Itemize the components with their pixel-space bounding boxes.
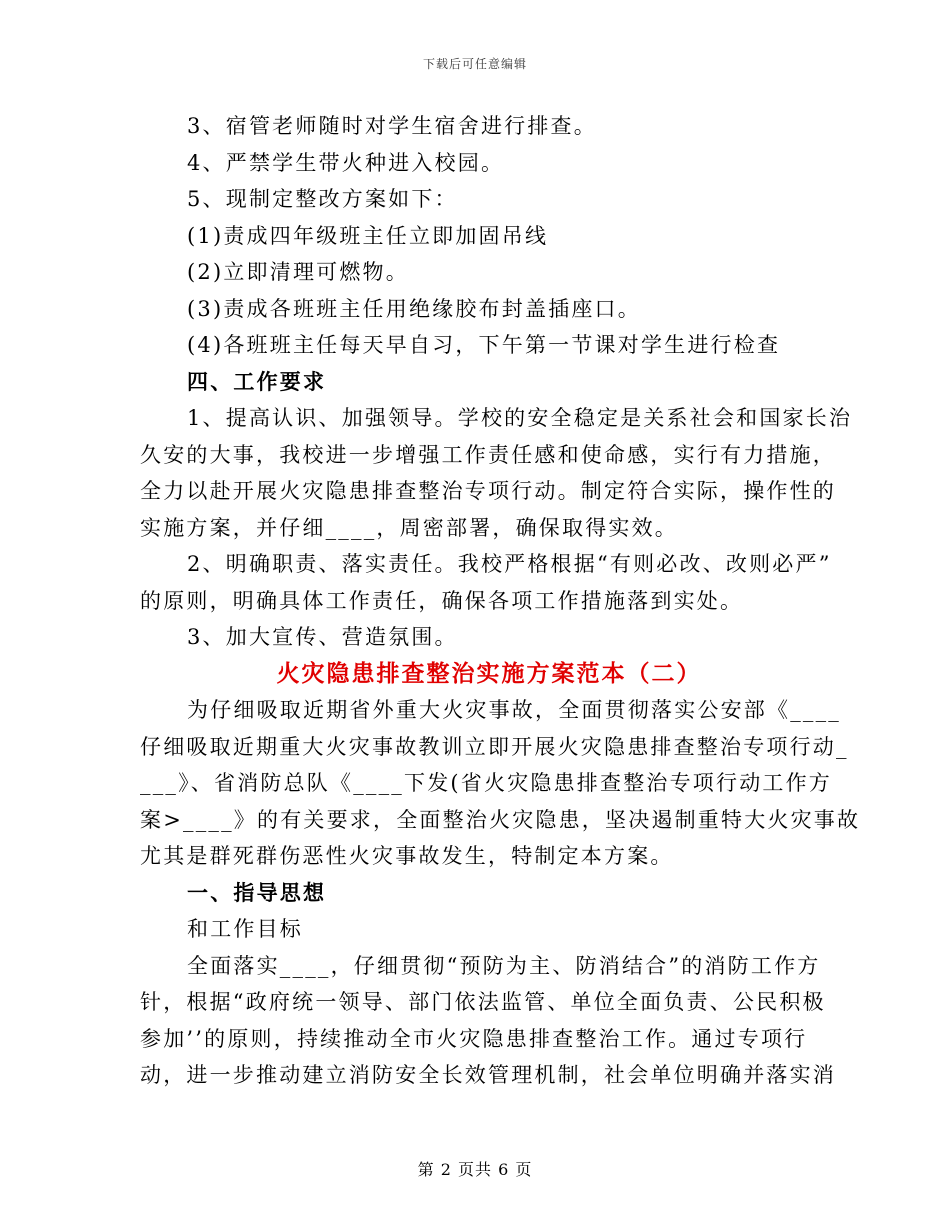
paragraph-line: 针，根据“政府统一领导、部门依法监管、单位全面负责、公民积极	[140, 990, 826, 1014]
list-item: (1)责成四年级班主任立即加固吊线	[187, 223, 549, 248]
paragraph-line: 5、现制定整改方案如下：	[187, 187, 458, 211]
list-item: (4)各班班主任每天早自习，下午第一节课对学生进行检查	[187, 333, 781, 357]
paragraph-line: 参加’’的原则，持续推动全市火灾隐患排查整治工作。通过专项行	[140, 1026, 808, 1051]
paragraph-line: 仔细吸取近期重大火灾事故教训立即开展火灾隐患排查整治专项行动_	[140, 734, 849, 759]
paragraph-line: 久安的大事，我校进一步增强工作责任感和使命感，实行有力措施，	[140, 442, 836, 467]
section-heading: 四、工作要求	[187, 368, 327, 394]
paragraph-line: 全面落实____，仔细贯彻“预防为主、防消结合”的消防工作方	[187, 953, 821, 978]
document-body	[140, 108, 861, 1094]
header-note: 下载后可任意编辑	[422, 57, 527, 71]
paragraph-line: 尤其是群死群伤恶性火灾事故发生，特制定本方案。	[140, 844, 674, 868]
page-number: 第 2 页共 6 页	[417, 1160, 533, 1179]
paragraph-line: 动，进一步推动建立消防安全长效管理机制，社会单位明确并落实消	[140, 1063, 836, 1087]
section-heading: 一、指导思想	[187, 879, 327, 905]
section-heading-continued: 和工作目标	[187, 917, 303, 941]
paragraph-line: 2、明确职责、落实责任。我校严格根据“有则必改、改则必严”	[187, 552, 832, 576]
list-item: (2)立即清理可燃物。	[187, 260, 409, 284]
list-item: (3)责成各班班主任用绝缘胶布封盖插座口。	[187, 296, 641, 321]
paragraph-line: 实施方案，并仔细____，周密部署，确保取得实效。	[140, 515, 678, 540]
paragraph-line: 3、宿管老师随时对学生宿舍进行排查。	[187, 114, 597, 138]
document-subtitle: 火灾隐患排查整治实施方案范本（二）	[276, 659, 702, 687]
paragraph-line: 案>____》的有关要求，全面整治火灾隐患，坚决遏制重特大火灾事故	[140, 807, 861, 832]
paragraph-line: 的原则，明确具体工作责任，确保各项工作措施落到实处。	[140, 588, 744, 613]
paragraph-line: 为仔细吸取近期省外重大火灾事故，全面贯彻落实公安部《____	[187, 698, 841, 722]
paragraph-line: ___》、省消防总队《____下发(省火灾隐患排查整治专项行动工作方	[140, 771, 832, 795]
paragraph-line: 1、提高认识、加强领导。学校的安全稳定是关系社会和国家长治	[187, 406, 853, 430]
paragraph-line: 4、严禁学生带火种进入校园。	[187, 150, 505, 175]
paragraph-line: 全力以赴开展火灾隐患排查整治专项行动。制定符合实际，操作性的	[140, 479, 836, 503]
paragraph-line: 3、加大宣传、营造氛围。	[187, 625, 458, 649]
